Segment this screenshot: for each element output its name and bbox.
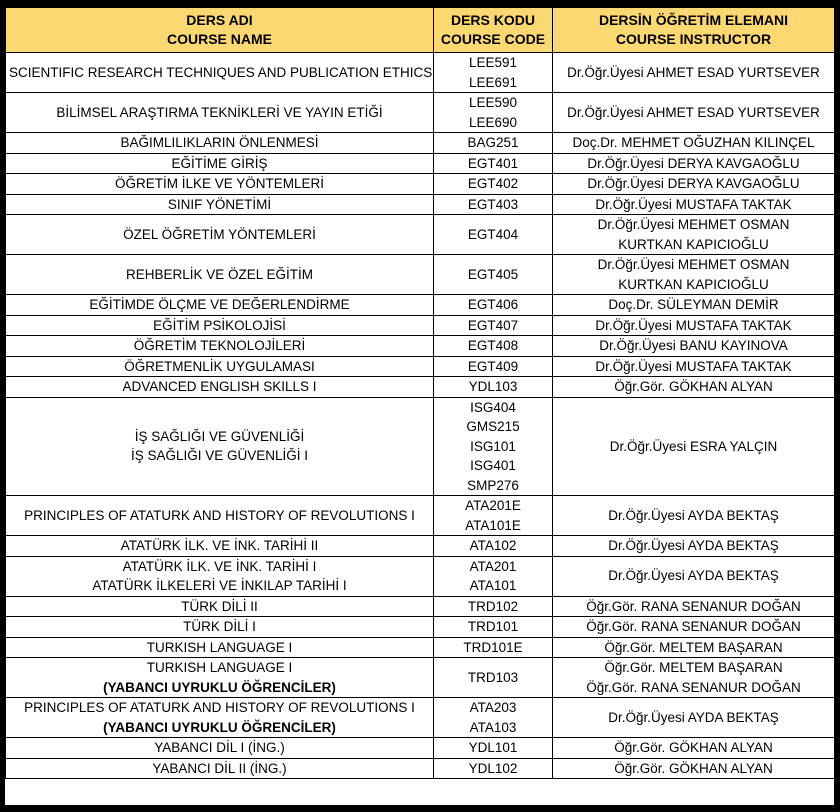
- course-code: ATA101: [469, 578, 517, 593]
- course-code: EGT407: [467, 317, 519, 333]
- course-name-cell: [6, 255, 434, 295]
- course-name-cell: [6, 295, 434, 316]
- table-row: [6, 758, 835, 779]
- course-code: TRD102: [467, 598, 519, 614]
- course-name: İŞ SAĞLIĞI VE GÜVENLİĞİ: [134, 428, 305, 444]
- table-row: [6, 194, 835, 215]
- course-name-cell: [6, 536, 434, 557]
- table-row: [6, 336, 835, 357]
- course-code: EGT409: [467, 358, 519, 374]
- course-code: EGT406: [467, 297, 519, 312]
- course-code-cell: [434, 295, 553, 316]
- course-name-cell: [6, 153, 434, 174]
- course-name: PRINCIPLES OF ATATURK AND HISTORY OF REVOLUTIONS I: [24, 700, 415, 715]
- course-instructor: Dr.Öğr.Üyesi MEHMET OSMAN: [597, 257, 790, 272]
- course-name-cell: [6, 556, 434, 596]
- course-code: EGT408: [467, 338, 519, 353]
- course-code: GMS215: [466, 419, 520, 434]
- table-row: [6, 536, 835, 557]
- course-instructor: Öğr.Gör. RANA SENANUR DOĞAN: [586, 679, 801, 695]
- course-code: EGT405: [467, 266, 519, 282]
- course-instructor: Dr.Öğr.Üyesi AYDA BEKTAŞ: [608, 507, 779, 523]
- course-instructor: Öğr.Gör. MELTEM BAŞARAN: [604, 660, 783, 675]
- course-name-cell: [6, 698, 434, 738]
- course-instructor-cell: [553, 698, 835, 738]
- course-code: LEE591: [468, 55, 518, 70]
- course-name-cell: [6, 738, 434, 759]
- course-instructor: Dr.Öğr.Üyesi MUSTAFA TAKTAK: [595, 358, 792, 374]
- course-code-cell: [434, 336, 553, 357]
- course-name: (YABANCI UYRUKLU ÖĞRENCİLER): [103, 719, 336, 735]
- course-code-cell: [434, 617, 553, 638]
- course-code: TRD101E: [463, 639, 523, 655]
- course-instructor-cell: [553, 496, 835, 536]
- course-name-cell: [6, 637, 434, 658]
- table-row: [6, 738, 835, 759]
- course-code-cell: [434, 255, 553, 295]
- course-instructor: Dr.Öğr.Üyesi MEHMET OSMAN: [597, 217, 790, 232]
- header-course-code-en: COURSE CODE: [440, 31, 546, 47]
- course-name-cell: [6, 93, 434, 133]
- course-name: ATATÜRK İLK. VE İNK. TARİHİ II: [120, 538, 319, 553]
- course-instructor: Öğr.Gör. GÖKHAN ALYAN: [614, 379, 773, 394]
- course-name: ÖĞRETİM TEKNOLOJİLERİ: [133, 338, 306, 353]
- course-name: EĞİTİM PSİKOLOJİSİ: [153, 317, 286, 333]
- table-row: [6, 658, 835, 698]
- course-name-cell: [6, 377, 434, 398]
- table-row: [6, 397, 835, 496]
- course-code: EGT402: [467, 176, 519, 191]
- course-instructor-cell: [553, 315, 835, 336]
- course-name-cell: [6, 758, 434, 779]
- course-code: ATA102: [469, 538, 517, 553]
- course-code: ATA201: [469, 558, 517, 574]
- header-course-name-tr: DERS ADI: [186, 12, 253, 28]
- course-name: BİLİMSEL ARAŞTIRMA TEKNİKLERİ VE YAYIN ETİĞİ: [56, 104, 383, 120]
- course-code: BAG251: [467, 135, 519, 150]
- course-name: ÖĞRETMENLİK UYGULAMASI: [124, 358, 315, 374]
- course-instructor-cell: [553, 758, 835, 779]
- course-code-cell: [434, 93, 553, 133]
- course-code: ISG101: [470, 438, 516, 454]
- course-code-cell: [434, 356, 553, 377]
- table-row: [6, 255, 835, 295]
- course-instructor: Dr.Öğr.Üyesi AYDA BEKTAŞ: [608, 709, 779, 725]
- course-code-cell: [434, 397, 553, 496]
- course-name-cell: [6, 658, 434, 698]
- course-name: ÖZEL ÖĞRETİM YÖNTEMLERİ: [123, 226, 316, 242]
- course-code: YDL103: [468, 379, 518, 394]
- course-name: TURKISH LANGUAGE I: [146, 639, 293, 655]
- table-row: [6, 596, 835, 617]
- course-name: EĞİTİMDE ÖLÇME VE DEĞERLENDİRME: [89, 297, 350, 312]
- course-instructor-cell: [553, 194, 835, 215]
- table-row: [6, 174, 835, 195]
- table-header-row: [6, 8, 835, 53]
- course-instructor: Öğr.Gör. GÖKHAN ALYAN: [614, 740, 773, 755]
- course-name-cell: [6, 596, 434, 617]
- course-instructor: Doç.Dr. MEHMET OĞUZHAN KILINÇEL: [572, 135, 815, 150]
- course-code: ISG401: [470, 458, 516, 473]
- header-course-name: [6, 8, 434, 53]
- course-instructor-cell: [553, 536, 835, 557]
- course-name-cell: [6, 215, 434, 255]
- table-row: [6, 356, 835, 377]
- course-name-cell: [6, 496, 434, 536]
- course-name-cell: [6, 397, 434, 496]
- course-code-cell: [434, 174, 553, 195]
- course-name: (YABANCI UYRUKLU ÖĞRENCİLER): [103, 679, 336, 695]
- course-name-cell: [6, 315, 434, 336]
- course-code-cell: [434, 738, 553, 759]
- course-instructor: Dr.Öğr.Üyesi BANU KAYINOVA: [599, 338, 788, 353]
- table-row: [6, 215, 835, 255]
- table-row: [6, 496, 835, 536]
- course-name: PRINCIPLES OF ATATURK AND HISTORY OF REVOLUTIONS I: [24, 507, 415, 523]
- table-row: [6, 637, 835, 658]
- course-instructor-cell: [553, 596, 835, 617]
- header-course-name-en: COURSE NAME: [166, 31, 272, 47]
- course-instructor-cell: [553, 336, 835, 357]
- table-row: [6, 133, 835, 154]
- course-name: TURKISH LANGUAGE I: [146, 660, 293, 675]
- table-row: [6, 556, 835, 596]
- course-name: TÜRK DİLİ I: [183, 619, 256, 634]
- course-name: TÜRK DİLİ II: [181, 598, 258, 614]
- course-code: EGT404: [467, 226, 519, 242]
- course-code-cell: [434, 194, 553, 215]
- course-name: SCIENTIFIC RESEARCH TECHNIQUES AND PUBLICATION ETHICS: [9, 64, 433, 80]
- course-code-cell: [434, 658, 553, 698]
- table-row: [6, 295, 835, 316]
- table-row: [6, 153, 835, 174]
- course-instructor: Dr.Öğr.Üyesi AHMET ESAD YURTSEVER: [567, 104, 820, 120]
- course-code: EGT401: [467, 155, 519, 171]
- table-row: [6, 315, 835, 336]
- course-code-cell: [434, 556, 553, 596]
- course-code: SMP276: [467, 477, 519, 493]
- course-instructor-cell: [553, 377, 835, 398]
- header-course-code-tr: DERS KODU: [450, 12, 535, 28]
- course-code: ISG404: [470, 399, 516, 415]
- course-code-cell: [434, 637, 553, 658]
- course-instructor: Dr.Öğr.Üyesi DERYA KAVGAOĞLU: [587, 155, 800, 171]
- course-code-cell: [434, 758, 553, 779]
- course-code: ATA101E: [465, 517, 521, 533]
- course-name: EĞİTİME GİRİŞ: [171, 155, 268, 171]
- course-instructor: Dr.Öğr.Üyesi AYDA BEKTAŞ: [608, 568, 779, 584]
- course-code: EGT403: [467, 196, 519, 212]
- course-name-cell: [6, 617, 434, 638]
- header-course-instructor-en: COURSE INSTRUCTOR: [615, 31, 772, 47]
- course-code: LEE691: [468, 74, 518, 90]
- course-instructor: Dr.Öğr.Üyesi AYDA BEKTAŞ: [608, 538, 779, 553]
- course-code-cell: [434, 496, 553, 536]
- course-table: [5, 7, 835, 779]
- course-code: ATA103: [469, 719, 517, 735]
- course-instructor-cell: [553, 53, 835, 93]
- course-code: ATA201E: [465, 498, 521, 513]
- course-instructor-cell: [553, 153, 835, 174]
- table-row: [6, 93, 835, 133]
- course-name: BAĞIMLILIKLARIN ÖNLENMESİ: [120, 135, 319, 150]
- course-code-cell: [434, 596, 553, 617]
- header-course-code: [434, 8, 553, 53]
- course-instructor: Öğr.Gör. RANA SENANUR DOĞAN: [586, 619, 801, 634]
- course-instructor-cell: [553, 255, 835, 295]
- course-instructor: Öğr.Gör. MELTEM BAŞARAN: [604, 639, 783, 655]
- course-code-cell: [434, 133, 553, 154]
- course-code-cell: [434, 153, 553, 174]
- course-code: YDL102: [468, 760, 518, 776]
- course-name-cell: [6, 174, 434, 195]
- course-instructor-cell: [553, 93, 835, 133]
- course-name: ÖĞRETİM İLKE VE YÖNTEMLERİ: [114, 176, 325, 191]
- course-name-cell: [6, 133, 434, 154]
- course-code-cell: [434, 53, 553, 93]
- course-instructor-cell: [553, 617, 835, 638]
- course-code: LEE590: [468, 95, 518, 110]
- course-instructor-cell: [553, 397, 835, 496]
- course-code-cell: [434, 315, 553, 336]
- course-instructor: Öğr.Gör. RANA SENANUR DOĞAN: [586, 598, 801, 614]
- course-name-cell: [6, 356, 434, 377]
- course-code: ATA203: [469, 700, 517, 715]
- course-name: REHBERLİK VE ÖZEL EĞİTİM: [125, 266, 314, 282]
- course-name: SINIF YÖNETİMİ: [167, 196, 272, 212]
- course-instructor: Dr.Öğr.Üyesi AHMET ESAD YURTSEVER: [567, 64, 820, 80]
- course-name: YABANCI DİL II (İNG.): [152, 760, 287, 776]
- course-instructor: Dr.Öğr.Üyesi MUSTAFA TAKTAK: [595, 317, 792, 333]
- table-row: [6, 617, 835, 638]
- course-instructor-cell: [553, 356, 835, 377]
- course-name: YABANCI DİL I (İNG.): [154, 740, 285, 755]
- course-instructor-cell: [553, 215, 835, 255]
- course-instructor-cell: [553, 658, 835, 698]
- course-instructor-cell: [553, 174, 835, 195]
- course-name: İŞ SAĞLIĞI VE GÜVENLİĞİ I: [130, 448, 309, 464]
- course-instructor: Dr.Öğr.Üyesi MUSTAFA TAKTAK: [595, 196, 792, 212]
- course-instructor-cell: [553, 295, 835, 316]
- course-instructor: Doç.Dr. SÜLEYMAN DEMİR: [608, 297, 779, 312]
- header-course-instructor: [553, 8, 835, 53]
- course-code-cell: [434, 215, 553, 255]
- table-row: [6, 377, 835, 398]
- course-code-cell: [434, 536, 553, 557]
- course-instructor: Dr.Öğr.Üyesi ESRA YALÇIN: [609, 438, 778, 454]
- course-code: TRD103: [467, 669, 519, 685]
- course-instructor: Dr.Öğr.Üyesi DERYA KAVGAOĞLU: [587, 176, 800, 191]
- course-instructor-cell: [553, 637, 835, 658]
- course-name-cell: [6, 336, 434, 357]
- course-instructor: KURTKAN KAPICIOĞLU: [618, 236, 769, 252]
- course-name: ATATÜRK İLK. VE İNK. TARİHİ I: [122, 558, 317, 574]
- course-instructor-cell: [553, 556, 835, 596]
- table-row: [6, 53, 835, 93]
- course-instructor: Öğr.Gör. GÖKHAN ALYAN: [614, 760, 773, 776]
- course-instructor-cell: [553, 133, 835, 154]
- course-name: ATATÜRK İLKELERİ VE İNKILAP TARİHİ I: [92, 578, 347, 593]
- course-code: TRD101: [467, 619, 519, 634]
- course-table-sheet: [5, 7, 834, 805]
- table-row: [6, 698, 835, 738]
- course-instructor-cell: [553, 738, 835, 759]
- header-course-instructor-tr: DERSİN ÖĞRETİM ELEMANI: [598, 12, 788, 28]
- course-code-cell: [434, 698, 553, 738]
- course-name-cell: [6, 194, 434, 215]
- course-name-cell: [6, 53, 434, 93]
- course-name: ADVANCED ENGLISH SKILLS I: [122, 379, 317, 394]
- course-code: LEE690: [468, 114, 518, 130]
- course-instructor: KURTKAN KAPICIOĞLU: [618, 276, 769, 292]
- course-code-cell: [434, 377, 553, 398]
- course-code: YDL101: [468, 740, 518, 755]
